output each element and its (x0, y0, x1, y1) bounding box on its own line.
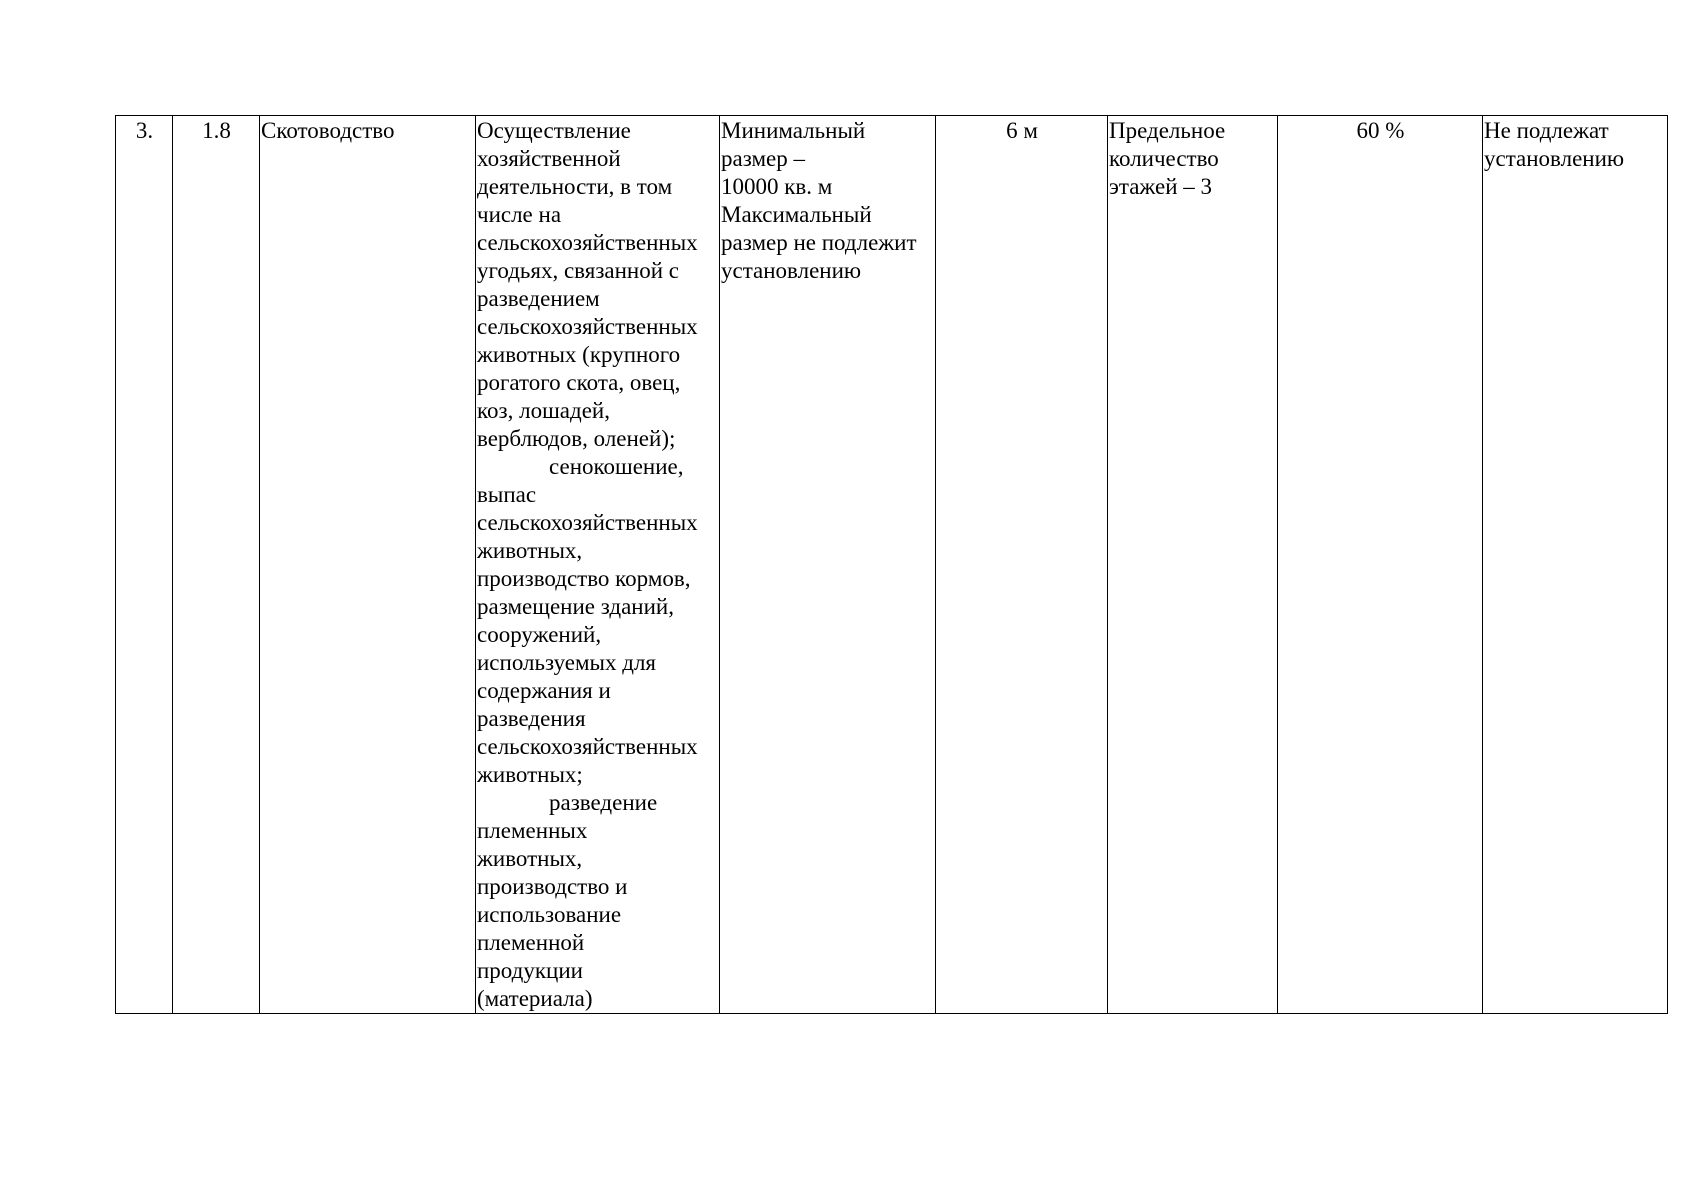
description-line: числе на (477, 202, 562, 227)
setback-cell (936, 116, 1108, 1014)
description-line: животных, (477, 538, 583, 563)
plot-size-line: размер не подлежит (721, 230, 917, 255)
floors-cell (1108, 116, 1278, 1014)
plot-size-line: Максимальный (721, 202, 872, 227)
floors-line: этажей – 3 (1109, 174, 1213, 199)
description-line: выпас (477, 482, 537, 507)
description-line: использование (477, 902, 622, 927)
plot-size-line: 10000 кв. м (721, 174, 833, 199)
plot-size-line: Минимальный (721, 118, 866, 143)
description-line: производство кормов, (477, 566, 691, 591)
setback-value: 6 м (1006, 118, 1038, 143)
description-line: рогатого скота, овец, (477, 370, 681, 395)
land-use-table (115, 115, 1668, 1014)
row-number-cell (116, 116, 173, 1014)
description-line: разведения (477, 706, 586, 731)
description-line: размещение зданий, (477, 594, 674, 619)
description-line: коз, лошадей, (477, 398, 610, 423)
limits-line: Не подлежат (1484, 118, 1609, 143)
floors-line: Предельное (1109, 118, 1226, 143)
description-line: разведение (549, 790, 658, 815)
description-line: сенокошение, (549, 454, 684, 479)
plot-size-cell (720, 116, 936, 1014)
description-line: содержания и (477, 678, 611, 703)
description-line: племенной (477, 930, 585, 955)
description-line: сельскохозяйственных (477, 314, 698, 339)
description-line: продукции (477, 958, 583, 983)
description-line: (материала) (477, 986, 593, 1011)
description-line: деятельности, в том (477, 174, 673, 199)
description-line: племенных (477, 818, 588, 843)
limits-cell (1483, 116, 1668, 1014)
table-row (116, 116, 1668, 1014)
description-line: верблюдов, оленей); (477, 426, 676, 451)
coverage-cell (1278, 116, 1483, 1014)
description-line: сельскохозяйственных (477, 230, 698, 255)
description-cell (476, 116, 720, 1014)
coverage-value: 60 % (1356, 118, 1405, 143)
description-line: сооружений, (477, 622, 602, 647)
use-code: 1.8 (202, 118, 231, 143)
description-line: животных (крупного (477, 342, 681, 367)
description-line: угодьях, связанной с (477, 258, 679, 283)
limits-line: установлению (1484, 146, 1625, 171)
code-cell (173, 116, 260, 1014)
plot-size-line: установлению (721, 258, 862, 283)
description-line: сельскохозяйственных (477, 510, 698, 535)
plot-size-line: размер – (721, 146, 805, 171)
row-number: 3. (135, 118, 154, 143)
description-line: хозяйственной (477, 146, 621, 171)
floors-line: количество (1109, 146, 1219, 171)
description-line: разведением (477, 286, 600, 311)
description-line: производство и (477, 874, 628, 899)
description-line: используемых для (477, 650, 657, 675)
use-name: Скотоводство (261, 118, 395, 143)
use-name-cell (260, 116, 476, 1014)
description-line: животных, (477, 846, 583, 871)
description-line: животных; (477, 762, 583, 787)
description-line: Осуществление (477, 118, 631, 143)
description-line: сельскохозяйственных (477, 734, 698, 759)
